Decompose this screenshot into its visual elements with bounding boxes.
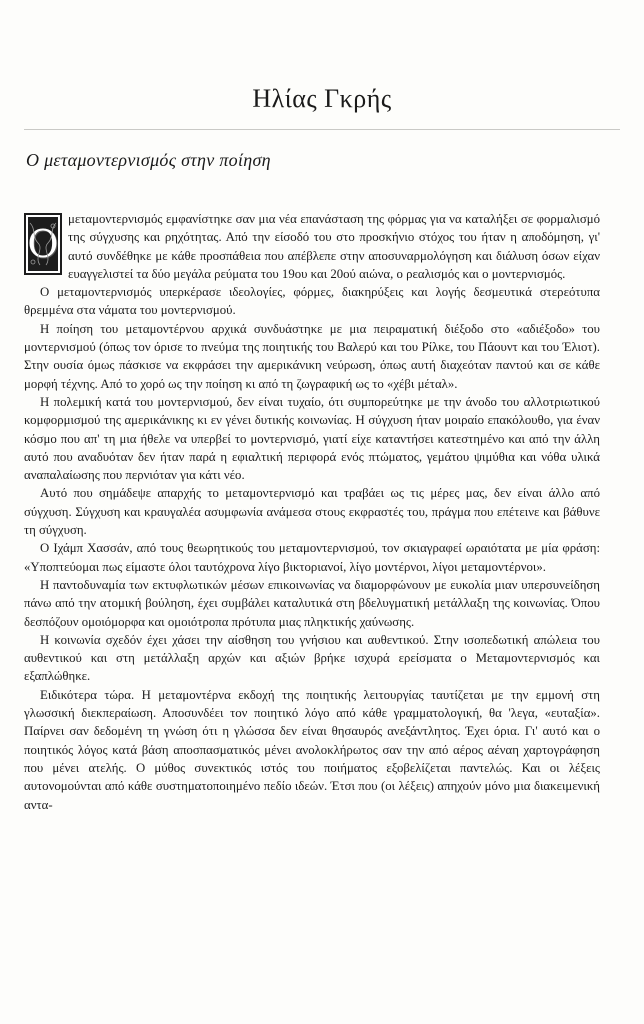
- article-body: [24, 210, 600, 814]
- drop-cap-ornament: [26, 215, 60, 273]
- article-title: Ο μεταμοντερνισμός στην ποίηση: [26, 150, 271, 170]
- header-divider: [24, 129, 620, 130]
- paragraph: Ο μεταμοντερνισμός υπερκέρασε ιδεολογίες, φόρμες, διακηρύξεις και λογής δεσμευτικά στερεότυπα θρεμμένα στα νάματα του μοντερνισμού.: [24, 285, 600, 318]
- paragraph: Η παντοδυναμία των εκτυφλωτικών μέσων επικοινωνίας να διαμορφώνουν με ευκολία μιαν υπερσυνείδηση πάνω από την ατομική βούληση, έχει συμβάλει καταλυτικά στη βδελυγματική μετάλλαξη της κοινωνίας. Όπου δεσπόζουν ομοιόμορφα και ομοιότροπα πρότυπα μιας πληκτικής χαύνωσης.: [24, 577, 600, 629]
- author-name: Ηλίας Γκρής: [252, 84, 392, 113]
- paragraph: Η πολεμική κατά του μοντερνισμού, δεν είναι τυχαίο, ότι συμπορεύτηκε με την άνοδο του αλλοτριωτικού κομφορμισμού της αμερικάνικης κι εν γένει δυτικής κοινωνίας. Η σύγχυση ήταν μοιραίο επακόλουθο, για έναν κόσμο που απ' τη μια ήθελε να υπερβεί το μοντερνισμό, γιατί είχε καταντήσει κατεστημένο και από την άλλη αυτό που αναδυόταν δεν ήταν παρά η εφιαλτική περιφορά ενός πτώματος, γεμάτου ψιμύθια και νόθα υλικά αναπαλαίωσης που περνιόταν για κάτι νέο.: [24, 394, 600, 483]
- paragraph: Η ποίηση του μεταμοντέρνου αρχικά συνδυάστηκε με μια πειραματική διέξοδο στο «αδιέξοδο» του μοντερνισμού (όπως τον όρισε το πνεύμα της ποιητικής του Βαλερύ και του Ρίλκε, του Πάουντ και του Έλιοτ). Στην ουσία όμως πάσκισε να εκφράσει την αμερικάνικη νεύρωση, όπως αυτή διαχεόταν παντού και σε κάθε μορφή τέχνης. Από το χορό ως την ποίηση κι από τη ζωγραφική ως το «χέβι μέταλ».: [24, 321, 600, 391]
- paragraph-1: [24, 210, 600, 283]
- drop-cap-letter: Ο: [27, 222, 59, 266]
- paragraph-1-text: μεταμοντερνισμός εμφανίστηκε σαν μια νέα επανάσταση της φόρμας για να καταλήξει σε φορμαλισμό της σύγχυσης και ρηχότητας. Από την είσοδό του στο προσκήνιο στόχος του ήταν η αποδόμηση, γι' αυτό συνδέθηκε με κάθε προσπάθεια που απέβλεπε στην αποσυναρμολόγηση και διάλυση όσων είχαν ευαγγελιστεί τα δύο μεγάλα ρεύματα του 19ου και 20ού αιώνα, ο ρεαλισμός και ο μοντερνισμός.: [68, 212, 600, 281]
- paragraph: Αυτό που σημάδεψε απαρχής το μεταμοντερνισμό και τραβάει ως τις μέρες μας, δεν είναι άλλο από σύγχυση. Σύγχυση και κραυγαλέα ασυμφωνία ανάμεσα στους εκφραστές του, πράγμα που επέτεινε και βάθυνε τη σύγχυση.: [24, 486, 600, 538]
- ornamental-drop-cap: [24, 213, 62, 275]
- paragraph: Η κοινωνία σχεδόν έχει χάσει την αίσθηση του γνήσιου και αυθεντικού. Στην ισοπεδωτική απώλεια του αυθεντικού και στη μετάλλαξη αρχών και αξιών βρήκε ισχυρά ερείσματα ο Μεταμοντερνισμός και εξαπλώθηκε.: [24, 632, 600, 684]
- paragraph: Ειδικότερα τώρα. Η μεταμοντέρνα εκδοχή της ποιητικής λειτουργίας ταυτίζεται με την εμμονή στη γλωσσική διεκπεραίωση. Αποσυνδέει τον ποιητικό λόγο από κάθε γραμματολογική, θα 'λεγα, «ευταξία». Παίρνει σαν δεδομένη τη γνώση ότι η γλώσσα δεν είναι θησαυρός ανεξάντλητος. Έχει όρια. Γι' αυτό και ο ποιητικός λόγος κατά βάση αποσπασματικός μένει ανολοκλήρωτος σαν την από αέρος αέναη χαρτογράφηση που μένει ατελής. Ο μύθος συνεκτικός ιστός του ποιήματος εξοβελίζεται παντελώς. Και οι λέξεις αυτονομούνται από κάθε συστηματοποιημένο πεδίο ιδεών. Έτσι που (οι λέξεις) απηχούν μόνο μια διακειμενική αντα-: [24, 687, 600, 812]
- paragraph: Ο Ιχάμπ Χασσάν, από τους θεωρητικούς του μεταμοντερνισμού, τον σκιαγραφεί ωραιότατα με μία φράση: «Υποπτεύομαι πως είμαστε όλοι ταυτόχρονα λίγο βικτοριανοί, λίγο μοντέρνοι, λίγοι μεταμοντέρνοι».: [24, 541, 600, 574]
